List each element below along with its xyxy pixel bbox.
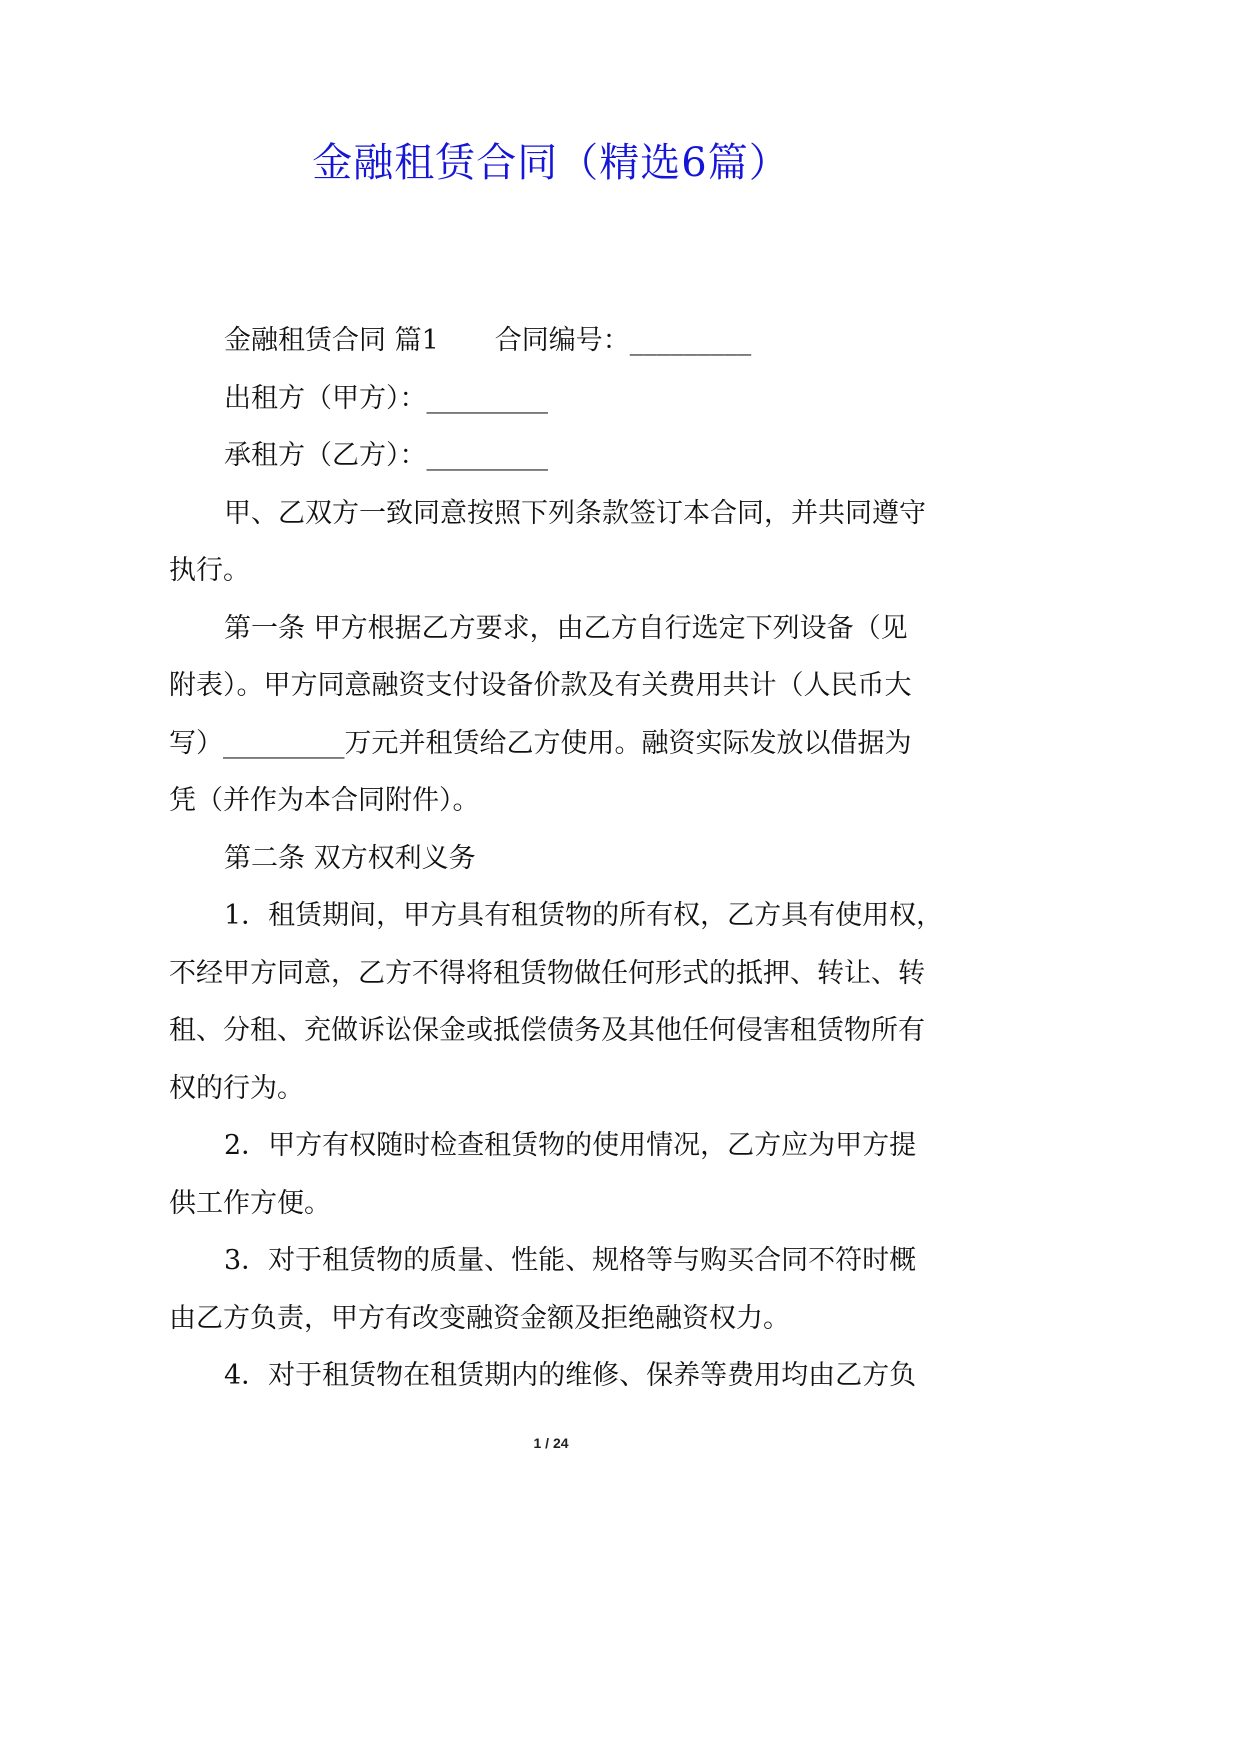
clause-1-line: 1．租赁期间，甲方具有租赁物的所有权，乙方具有使用权，: [224, 900, 944, 931]
clause-1-line: 不经甲方同意，乙方不得将租赁物做任何形式的抵押、转让、转: [169, 957, 925, 989]
article-1-line: 附表）。甲方同意融资支付设备价款及有关费用共计（人民币大: [169, 670, 912, 701]
clause-1-line: 权的行为。: [169, 1072, 304, 1104]
clause-1-line: 租、分租、充做诉讼保金或抵偿债务及其他任何侵害租赁物所有: [169, 1015, 925, 1046]
article-1-line: 第一条 甲方根据乙方要求，由乙方自行选定下列设备（见: [224, 612, 908, 644]
document-body: [169, 312, 944, 1405]
lessee-line: 承租方（乙方）：_________: [224, 440, 548, 471]
section-label: 金融租赁合同 篇1: [224, 325, 439, 356]
clause-3-line: 3．对于租赁物的质量、性能、规格等与购买合同不符时概: [224, 1245, 917, 1276]
clause-4-line: 4．对于租赁物在租赁期内的维修、保养等费用均由乙方负: [224, 1360, 917, 1391]
section-header-line: [169, 312, 941, 370]
page-number: 1 / 24: [533, 1435, 569, 1451]
clause-2-line: 供工作方便。: [169, 1187, 331, 1219]
article-1-line: 凭（并作为本合同附件）。: [169, 785, 480, 816]
paragraph-line: 甲、乙双方一致同意按照下列条款签订本合同，并共同遵守: [224, 497, 926, 529]
article-2-heading: 第二条 双方权利义务: [224, 842, 476, 874]
lessor-line: 出租方（甲方）：_________: [224, 382, 548, 414]
contract-number-field: 合同编号：_________: [494, 325, 752, 356]
clause-2-line: 2．甲方有权随时检查租赁物的使用情况，乙方应为甲方提: [224, 1130, 917, 1161]
article-1-line: 写）_________万元并租赁给乙方使用。融资实际发放以借据为: [169, 727, 912, 759]
clause-3-line: 由乙方负责，甲方有改变融资金额及拒绝融资权力。: [169, 1302, 790, 1334]
paragraph-line: 执行。: [169, 555, 250, 586]
document-title: 金融租赁合同（精选6篇）: [312, 140, 790, 186]
